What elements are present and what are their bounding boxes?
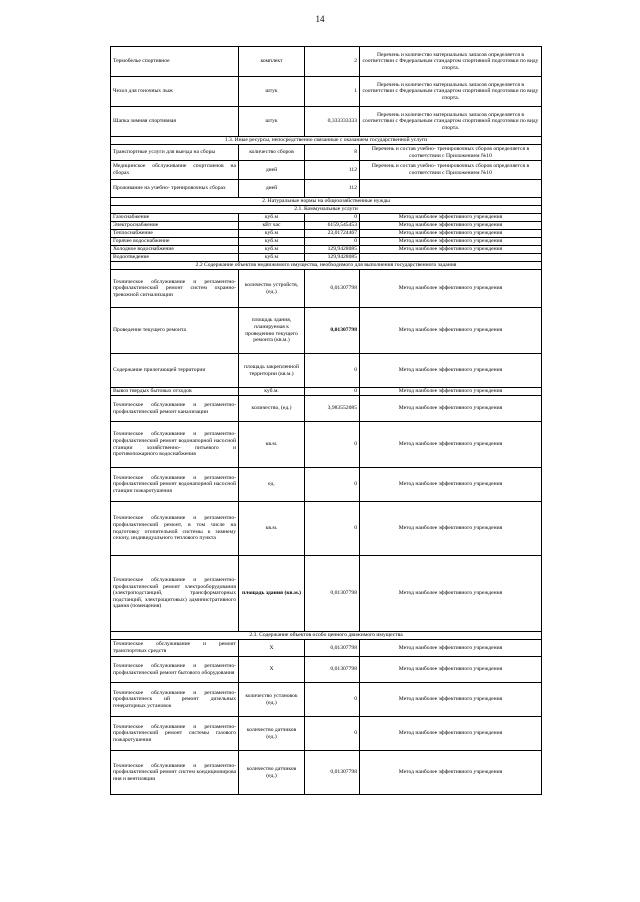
norm-value-cell: 0,01307798 — [305, 657, 360, 683]
norms-table — [110, 46, 542, 795]
resource-name-cell: Техническое обслуживание и регламентно- профилактический ремонт канализации — [111, 396, 239, 422]
resource-name-cell: Техническое обслуживание и регламентно- профилактический ремонт систем кондиционирова ния и вентиляции — [111, 751, 239, 795]
norm-value-cell: 0,01307798 — [305, 751, 360, 795]
table-row — [111, 308, 542, 354]
unit-cell: дней — [239, 180, 305, 198]
unit-cell: комплект — [239, 47, 305, 77]
unit-cell: куб.м. — [239, 388, 305, 396]
resource-name-cell: Техническое обслуживание и регламентно- профилактический ремонт, в том числе на подготовку отопительной системы к зимнему сезону, индивидуального теплового пункта — [111, 502, 239, 556]
resource-name-cell: Проживание на учебно- тренировочных сборах — [111, 180, 239, 198]
norm-value-cell: 2 — [305, 47, 360, 77]
section-heading-row — [111, 198, 542, 206]
table-row — [111, 222, 542, 230]
table-row — [111, 161, 542, 180]
unit-cell: количество датчиков (ед.) — [239, 717, 305, 751]
unit-cell: кв.м. — [239, 502, 305, 556]
resource-name-cell: Электроснабжение — [111, 222, 239, 230]
table-row — [111, 354, 542, 388]
norm-value-cell: 23,01724467 — [305, 230, 360, 238]
method-cell: Метод наиболее эффективного учреждения — [360, 751, 542, 795]
method-cell: Метод наиболее эффективного учреждения — [360, 270, 542, 308]
norm-value-cell: 8 — [305, 145, 360, 161]
unit-cell: куб.м — [239, 238, 305, 246]
resource-name-cell: Теплоснабжение — [111, 230, 239, 238]
table-row — [111, 47, 542, 77]
method-cell — [360, 254, 542, 262]
table-row — [111, 468, 542, 502]
norm-value-cell: 0 — [305, 683, 360, 717]
section-title: 2.2 Содержание объектов недвижимого имущества, необходимого для выполнения государственного задания — [111, 262, 542, 270]
norm-value-cell: 1 — [305, 77, 360, 107]
unit-cell: площадь закрепленной территории (кв.м.) — [239, 354, 305, 388]
method-cell: Метод наиболее эффективного учреждения — [360, 230, 542, 238]
resource-name-cell: Техническое обслуживание и регламентно- профилактический ремонт водонапорной насосной станции хозяйственно- питьевого и противопожарного водоснабжения — [111, 422, 239, 468]
resource-name-cell: Термобелье спортивное — [111, 47, 239, 77]
method-cell: Метод наиболее эффективного учреждения — [360, 422, 542, 468]
page-number: 14 — [315, 14, 325, 24]
unit-cell: X — [239, 657, 305, 683]
table-row — [111, 640, 542, 657]
section-heading-row — [111, 632, 542, 640]
norm-value-cell: 112 — [305, 161, 360, 180]
resource-name-cell: Водоотведение — [111, 254, 239, 262]
resource-name-cell: Техническое обслуживание и регламентно- профилактический ремонт электрооборудования (электроподстанций, трансформаторных подстанций, электрощитовых) административного здания (помещения) — [111, 556, 239, 632]
resource-name-cell: Транспортные услуги для выезда на сборы — [111, 145, 239, 161]
table-row — [111, 683, 542, 717]
method-cell — [360, 180, 542, 198]
unit-cell: площадь здания (кв.м.) — [239, 556, 305, 632]
norm-value-cell: 0 — [305, 238, 360, 246]
section-heading-row — [111, 206, 542, 214]
unit-cell: штук — [239, 107, 305, 137]
section-title: 1.3. Иные ресурсы, непосредственно связанные с оказанием государственной услуги — [111, 137, 542, 145]
norm-value-cell: 0 — [305, 468, 360, 502]
table-row — [111, 717, 542, 751]
section-title: 2.3. Содержание объектов особо ценного движимого имущества — [111, 632, 542, 640]
resource-name-cell: Вывоз твердых бытовых отходов — [111, 388, 239, 396]
method-cell: Метод наиболее эффективного учреждения — [360, 308, 542, 354]
norm-value-cell: 0,333333333 — [305, 107, 360, 137]
norm-value-cell: 0 — [305, 502, 360, 556]
norm-value-cell: 6159,545453 — [305, 222, 360, 230]
method-cell: Метод наиболее эффективного учреждения — [360, 354, 542, 388]
method-cell: Метод наиболее эффективного учреждения — [360, 468, 542, 502]
table-row — [111, 254, 542, 262]
method-cell: Метод наиболее эффективного учреждения — [360, 502, 542, 556]
section-title: 2.1. Коммунальные услуги — [111, 206, 542, 214]
table-row — [111, 270, 542, 308]
unit-cell: штук — [239, 77, 305, 107]
norm-value-cell: 0 — [305, 214, 360, 222]
unit-cell: количество устройств, (ед.) — [239, 270, 305, 308]
table-row — [111, 388, 542, 396]
unit-cell: площадь здания, планируемая к проведению текущего ремонта (кв.м.) — [239, 308, 305, 354]
unit-cell: куб.м — [239, 254, 305, 262]
norms-table-body — [111, 47, 542, 795]
norm-value-cell: 0 — [305, 354, 360, 388]
method-cell: Перечень и количество материальных запасов определяется в соответствии с Федеральным стандартом спортивной подготовки по виду спорта. — [360, 77, 542, 107]
norm-value-cell: 129,9428085 — [305, 246, 360, 254]
norm-value-cell: 0 — [305, 422, 360, 468]
method-cell: Метод наиболее эффективного учреждения — [360, 246, 542, 254]
unit-cell: ед. — [239, 468, 305, 502]
table-row — [111, 214, 542, 222]
norm-value-cell: 129,9428085 — [305, 254, 360, 262]
norm-value-cell: 112 — [305, 180, 360, 198]
norm-value-cell: 0,01307798 — [305, 556, 360, 632]
norm-value-cell: 0 — [305, 717, 360, 751]
resource-name-cell: Техническое обслуживание и регламентно- профилактический ремонт систем охранно- тревожной сигнализации — [111, 270, 239, 308]
method-cell: Метод наиболее эффективного учреждения — [360, 388, 542, 396]
resource-name-cell: Техническое обслуживание и ремонт транспортных средств — [111, 640, 239, 657]
resource-name-cell: Шапка зимняя спортивная — [111, 107, 239, 137]
method-cell: Метод наиболее эффективного учреждения — [360, 640, 542, 657]
method-cell: Метод наиболее эффективного учреждения — [360, 657, 542, 683]
section-title: 2. Натуральные нормы на общехозяйственные нужды — [111, 198, 542, 206]
unit-cell: количество установок (ед.) — [239, 683, 305, 717]
unit-cell: кв.м. — [239, 422, 305, 468]
resource-name-cell: Проведение текущего ремонта — [111, 308, 239, 354]
table-row — [111, 107, 542, 137]
unit-cell: количество датчиков (ед.) — [239, 751, 305, 795]
resource-name-cell: Медицинское обслуживание спортсменов на сборах — [111, 161, 239, 180]
resource-name-cell: Техническое обслуживание и регламентно- профилактическ ий ремонт дизельных генераторных установок — [111, 683, 239, 717]
resource-name-cell: Горячее водоснабжение — [111, 238, 239, 246]
method-cell: Метод наиболее эффективного учреждения — [360, 683, 542, 717]
table-row — [111, 238, 542, 246]
resource-name-cell: Содержание прилегающей территории — [111, 354, 239, 388]
norm-value-cell: 0 — [305, 388, 360, 396]
resource-name-cell: Чехол для гоночных лыж — [111, 77, 239, 107]
table-row — [111, 556, 542, 632]
unit-cell: куб.м — [239, 230, 305, 238]
table-row — [111, 77, 542, 107]
unit-cell: куб.м — [239, 214, 305, 222]
resource-name-cell: Холодное водоснабжение — [111, 246, 239, 254]
section-heading-row — [111, 262, 542, 270]
table-row — [111, 657, 542, 683]
table-row — [111, 230, 542, 238]
table-row — [111, 246, 542, 254]
table-row — [111, 145, 542, 161]
method-cell: Метод наиболее эффективного учреждения — [360, 717, 542, 751]
resource-name-cell: Техническое обслуживание и регламентно- профилактический ремонт бытового оборудования — [111, 657, 239, 683]
table-row — [111, 502, 542, 556]
norm-value-cell: 0,01307798 — [305, 308, 360, 354]
norm-value-cell: 3,983552085 — [305, 396, 360, 422]
table-row — [111, 422, 542, 468]
method-cell: Метод наиболее эффективного учреждения — [360, 556, 542, 632]
table-row — [111, 180, 542, 198]
table-row — [111, 751, 542, 795]
method-cell: Перечень и количество материальных запасов определяется в соответствии с Федеральным стандартом спортивной подготовки по виду спорта. — [360, 107, 542, 137]
resource-name-cell: Техническое обслуживание и регламентно- профилактический ремонт водонапорной насосной станции пожаротушения — [111, 468, 239, 502]
unit-cell: кВт час — [239, 222, 305, 230]
method-cell: Перечень и состав учебно- тренировочных сборов определяется в соответствии с Приложением №10 — [360, 145, 542, 161]
norm-value-cell: 0,01307798 — [305, 270, 360, 308]
method-cell: Метод наиболее эффективного учреждения — [360, 222, 542, 230]
method-cell: Перечень и состав учебно- тренировочных сборов определяется в соответствии с Приложением №10 — [360, 161, 542, 180]
unit-cell: дней — [239, 161, 305, 180]
method-cell: Метод наиболее эффективного учреждения — [360, 238, 542, 246]
method-cell: Метод наиболее эффективного учреждения — [360, 396, 542, 422]
table-row — [111, 396, 542, 422]
resource-name-cell: Газоснабжение — [111, 214, 239, 222]
unit-cell: куб.м — [239, 246, 305, 254]
method-cell: Метод наиболее эффективного учреждения — [360, 214, 542, 222]
unit-cell: количество сборов — [239, 145, 305, 161]
unit-cell: количество, (ед.) — [239, 396, 305, 422]
method-cell: Перечень и количество материальных запасов определяется в соответствии с Федеральным стандартом спортивной подготовки по виду спорта. — [360, 47, 542, 77]
norm-value-cell: 0,01307798 — [305, 640, 360, 657]
unit-cell: X — [239, 640, 305, 657]
section-heading-row — [111, 137, 542, 145]
resource-name-cell: Техническое обслуживание и регламентно- профилактический ремонт системы газового пожаротушения — [111, 717, 239, 751]
